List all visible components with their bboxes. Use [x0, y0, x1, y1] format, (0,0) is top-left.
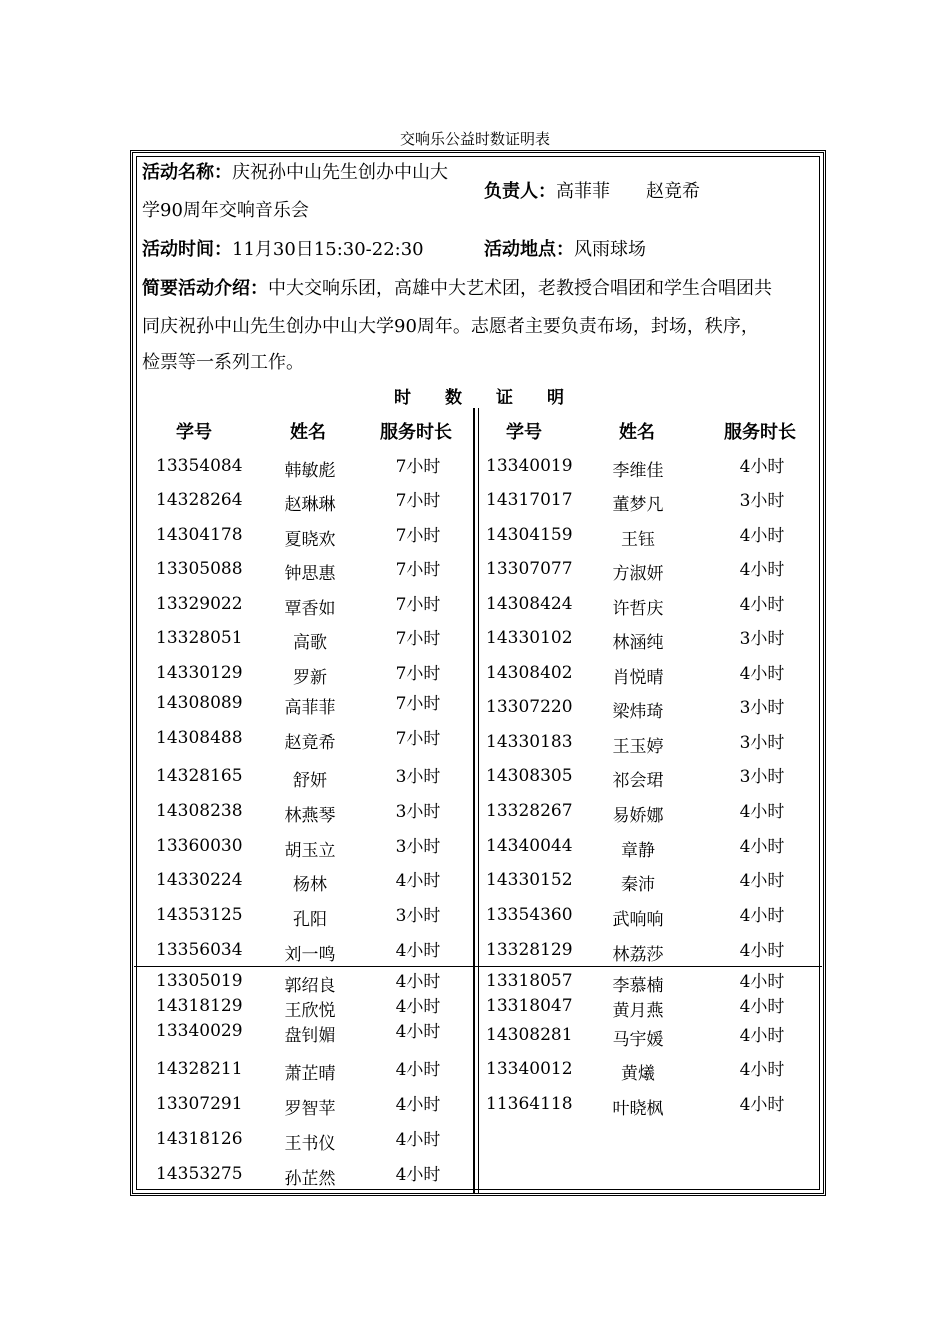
left-student-name: 钟思惠	[284, 564, 336, 584]
activity-name-label: 活动名称：	[142, 162, 232, 183]
right-student-id: 14304159	[486, 525, 573, 545]
right-student-id: 14330152	[486, 870, 573, 890]
right-student-id: 13340012	[486, 1059, 573, 1079]
left-student-name: 杨林	[293, 875, 327, 895]
right-student-name: 王玉婷	[612, 737, 664, 757]
right-student-name: 许哲庆	[612, 599, 664, 619]
left-student-id: 14308089	[156, 693, 243, 713]
right-student-id: 14340044	[486, 836, 573, 856]
left-service-hours: 7小时	[395, 595, 441, 615]
right-student-id: 14308424	[486, 594, 573, 614]
left-student-name: 高歌	[293, 633, 327, 653]
activity-intro-label: 简要活动介绍：	[142, 278, 268, 299]
left-service-hours: 7小时	[395, 457, 441, 477]
right-student-name: 武响响	[612, 910, 664, 930]
left-student-name: 赵竟希	[284, 733, 336, 753]
right-student-name: 方淑妍	[612, 564, 664, 584]
right-student-name: 黄爔	[621, 1064, 655, 1084]
right-student-id: 13340019	[486, 456, 573, 476]
left-student-name: 王欣悦	[284, 1001, 336, 1021]
left-student-id: 13360030	[156, 836, 243, 856]
right-service-hours: 3小时	[739, 629, 785, 649]
right-service-hours: 4小时	[739, 837, 785, 857]
left-service-hours: 7小时	[395, 491, 441, 511]
left-student-name: 赵琳琳	[284, 495, 336, 515]
right-student-name: 林涵纯	[612, 633, 664, 653]
right-student-name: 祁会珺	[612, 771, 664, 791]
right-student-id: 14330183	[486, 732, 573, 752]
activity-time	[142, 235, 424, 261]
left-service-hours: 7小时	[395, 526, 441, 546]
right-service-hours: 4小时	[739, 802, 785, 822]
left-student-id: 14328211	[156, 1059, 243, 1079]
left-student-id: 14318126	[156, 1129, 243, 1149]
activity-name-value-line2: 学90周年交响音乐会	[142, 200, 309, 221]
right-service-hours: 4小时	[739, 526, 785, 546]
left-student-name: 盘钊媚	[284, 1026, 336, 1046]
left-student-id: 14308488	[156, 728, 243, 748]
left-service-hours: 3小时	[395, 837, 441, 857]
leader	[484, 177, 700, 203]
left-service-hours: 3小时	[395, 767, 441, 787]
right-service-hours: 4小时	[739, 560, 785, 580]
right-student-name: 李维佳	[612, 461, 664, 481]
right-service-hours: 4小时	[739, 941, 785, 961]
left-student-id: 13354084	[156, 456, 243, 476]
right-student-name: 叶晓枫	[612, 1099, 664, 1119]
left-student-id: 14328165	[156, 766, 243, 786]
left-student-id: 14308238	[156, 801, 243, 821]
right-service-hours: 4小时	[739, 871, 785, 891]
leader-label: 负责人：	[484, 181, 556, 202]
left-student-name: 韩敏彪	[284, 461, 336, 481]
activity-time-value: 11月30日15:30-22:30	[232, 239, 424, 260]
left-student-name: 夏晓欢	[284, 530, 336, 550]
right-student-name: 林荔莎	[612, 945, 664, 965]
left-service-hours: 3小时	[395, 802, 441, 822]
activity-place-value: 风雨球场	[574, 239, 646, 260]
activity-intro-line3: 检票等一系列工作。	[142, 352, 304, 373]
right-student-name: 王钰	[621, 530, 655, 550]
left-service-hours: 4小时	[395, 1130, 441, 1150]
right-student-name: 李慕楠	[612, 976, 664, 996]
left-student-name: 高菲菲	[284, 698, 336, 718]
right-student-id: 13318047	[486, 996, 573, 1016]
right-student-id: 13307220	[486, 697, 573, 717]
right-service-hours: 4小时	[739, 972, 785, 992]
left-student-name: 罗新	[293, 668, 327, 688]
left-student-id: 14330224	[156, 870, 243, 890]
left-service-hours: 7小时	[395, 694, 441, 714]
activity-name-value-line1: 庆祝孙中山先生创办中山大	[232, 162, 448, 183]
activity-place-label: 活动地点：	[484, 239, 574, 260]
right-student-name: 董梦凡	[612, 495, 664, 515]
right-student-id: 13328129	[486, 940, 573, 960]
right-service-hours: 4小时	[739, 997, 785, 1017]
right-service-hours: 4小时	[739, 906, 785, 926]
left-service-hours: 4小时	[395, 972, 441, 992]
left-student-id: 14304178	[156, 525, 243, 545]
right-student-id: 13354360	[486, 905, 573, 925]
right-service-hours: 3小时	[739, 733, 785, 753]
right-service-hours: 3小时	[739, 491, 785, 511]
right-student-id: 13328267	[486, 801, 573, 821]
right-header-name: 姓名	[619, 422, 655, 443]
page-break-rule	[134, 966, 822, 967]
section-title: 时 数 证 明	[394, 388, 564, 408]
right-service-hours: 4小时	[739, 1095, 785, 1115]
left-student-name: 林燕琴	[284, 806, 336, 826]
column-divider	[473, 408, 475, 1194]
activity-intro-line2: 同庆祝孙中山先生创办中山大学90周年。志愿者主要负责布场，封场，秩序，	[142, 316, 759, 337]
right-student-id: 13318057	[486, 971, 573, 991]
left-header-id: 学号	[176, 422, 212, 443]
left-student-name: 刘一鸣	[284, 945, 336, 965]
left-student-id: 13340029	[156, 1021, 243, 1041]
left-student-id: 14328264	[156, 490, 243, 510]
right-student-name: 章静	[621, 841, 655, 861]
right-student-name: 马宇媛	[612, 1030, 664, 1050]
right-service-hours: 4小时	[739, 457, 785, 477]
right-student-name: 梁炜琦	[612, 702, 664, 722]
left-student-id: 13356034	[156, 940, 243, 960]
right-student-name: 易娇娜	[612, 806, 664, 826]
left-student-id: 13305088	[156, 559, 243, 579]
right-student-id: 14330102	[486, 628, 573, 648]
activity-place	[484, 235, 646, 261]
left-student-id: 13328051	[156, 628, 243, 648]
left-student-name: 舒妍	[293, 771, 327, 791]
left-service-hours: 4小时	[395, 1095, 441, 1115]
left-service-hours: 3小时	[395, 906, 441, 926]
activity-name	[142, 158, 448, 184]
right-student-id: 13307077	[486, 559, 573, 579]
document-title: 交响乐公益时数证明表	[399, 130, 550, 148]
activity-time-label: 活动时间：	[142, 239, 232, 260]
left-student-id: 14318129	[156, 996, 243, 1016]
column-divider-inner	[478, 408, 479, 1194]
left-service-hours: 7小时	[395, 664, 441, 684]
left-student-name: 萧芷晴	[284, 1064, 336, 1084]
left-student-id: 13305019	[156, 971, 243, 991]
left-student-name: 孔阳	[293, 910, 327, 930]
right-student-id: 14308281	[486, 1025, 573, 1045]
left-service-hours: 4小时	[395, 941, 441, 961]
right-service-hours: 3小时	[739, 698, 785, 718]
right-service-hours: 4小时	[739, 1026, 785, 1046]
right-header-id: 学号	[506, 422, 542, 443]
left-service-hours: 7小时	[395, 629, 441, 649]
left-student-id: 14330129	[156, 663, 243, 683]
left-service-hours: 4小时	[395, 1165, 441, 1185]
left-header-hours: 服务时长	[380, 422, 452, 443]
left-student-id: 14353275	[156, 1164, 243, 1184]
left-student-id: 14353125	[156, 905, 243, 925]
left-service-hours: 4小时	[395, 871, 441, 891]
left-service-hours: 7小时	[395, 729, 441, 749]
left-header-name: 姓名	[290, 422, 326, 443]
left-service-hours: 7小时	[395, 560, 441, 580]
right-student-name: 肖悦晴	[612, 668, 664, 688]
right-student-id: 14317017	[486, 490, 573, 510]
right-student-id: 14308305	[486, 766, 573, 786]
left-student-name: 罗智苹	[284, 1099, 336, 1119]
right-service-hours: 4小时	[739, 595, 785, 615]
left-student-name: 胡玉立	[284, 841, 336, 861]
leader-value: 高菲菲 赵竟希	[556, 181, 700, 202]
left-service-hours: 4小时	[395, 1022, 441, 1042]
left-student-name: 王书仪	[284, 1134, 336, 1154]
left-service-hours: 4小时	[395, 997, 441, 1017]
activity-intro-line1: 简要活动介绍：中大交响乐团，高雄中大艺术团，老教授合唱团和学生合唱团共	[142, 278, 772, 299]
right-header-hours: 服务时长	[724, 422, 796, 443]
right-student-name: 黄月燕	[612, 1001, 664, 1021]
right-student-id: 14308402	[486, 663, 573, 683]
left-student-name: 郭绍良	[284, 976, 336, 996]
right-student-name: 秦沛	[621, 875, 655, 895]
left-student-name: 孙芷然	[284, 1169, 336, 1189]
left-student-id: 13329022	[156, 594, 243, 614]
right-service-hours: 3小时	[739, 767, 785, 787]
right-service-hours: 4小时	[739, 664, 785, 684]
right-service-hours: 4小时	[739, 1060, 785, 1080]
right-student-id: 11364118	[486, 1094, 573, 1114]
left-student-id: 13307291	[156, 1094, 243, 1114]
left-student-name: 覃香如	[284, 599, 336, 619]
left-service-hours: 4小时	[395, 1060, 441, 1080]
